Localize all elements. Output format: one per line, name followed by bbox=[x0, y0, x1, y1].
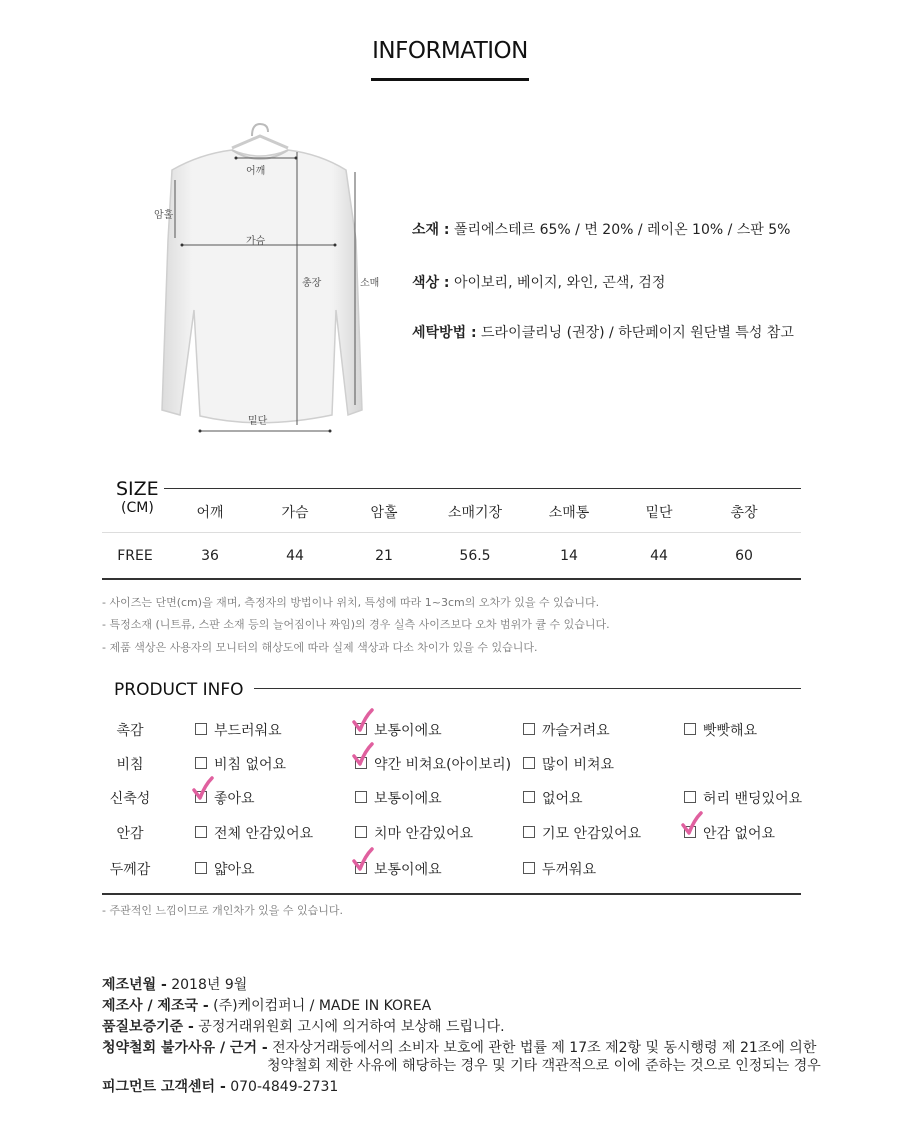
label-hem: 밑단 bbox=[248, 416, 268, 427]
size-value-sleeve-length: 56.5 bbox=[459, 548, 491, 564]
option-label: 보통이에요 bbox=[374, 723, 442, 739]
color-value: 아이보리, 베이지, 와인, 곤색, 검정 bbox=[453, 275, 666, 291]
product-info-label: 촉감 bbox=[116, 723, 144, 739]
manufacture-date bbox=[102, 974, 247, 994]
option-label: 비침 없어요 bbox=[214, 757, 287, 773]
manufacturer-key: 제조사 / 제조국 - bbox=[102, 998, 209, 1014]
withdrawal-reason bbox=[102, 1037, 816, 1057]
option-label: 빳빳해요 bbox=[703, 723, 758, 739]
wash-info bbox=[412, 322, 794, 342]
checkmark-icon bbox=[352, 847, 374, 873]
option-label: 얇아요 bbox=[214, 862, 255, 878]
option-label: 보통이에요 bbox=[374, 791, 442, 807]
option-label: 허리 밴딩있어요 bbox=[703, 791, 803, 807]
withdrawal-value-line1: 전자상거래등에서의 소비자 보호에 관한 법률 제 17조 제2항 및 동시행령 제 21조에 의한 bbox=[272, 1040, 817, 1056]
product-info-divider-bottom bbox=[102, 893, 801, 895]
option-checkbox[interactable] bbox=[195, 826, 207, 838]
size-header-shoulder: 어깨 bbox=[196, 505, 224, 521]
product-info-label: 신축성 bbox=[109, 791, 151, 807]
checkmark-icon bbox=[352, 708, 374, 734]
size-note: - 사이즈는 단면(cm)을 재며, 측정자의 방법이나 위치, 특성에 따라 1~3cm의 오차가 있을 수 있습니다. bbox=[102, 596, 600, 609]
product-info-label: 비침 bbox=[116, 757, 144, 773]
wash-key: 세탁방법 : bbox=[412, 325, 477, 341]
manufacturer-value: (주)케이컴퍼니 / MADE IN KOREA bbox=[213, 998, 432, 1014]
withdrawal-value-line2: 청약철회 제한 사유에 해당하는 경우 및 기타 객관적으로 이에 준하는 것으로 인정되는 경우 bbox=[267, 1058, 821, 1074]
manufacturer bbox=[102, 995, 431, 1015]
product-info-divider bbox=[254, 688, 801, 689]
checkmark-icon bbox=[192, 776, 214, 802]
checkmark-icon bbox=[352, 742, 374, 768]
option-label: 부드러워요 bbox=[214, 723, 282, 739]
customer-center-key: 피그먼트 고객센터 - bbox=[102, 1079, 226, 1095]
option-label: 까슬거려요 bbox=[542, 723, 610, 739]
option-checkbox[interactable] bbox=[684, 723, 696, 735]
option-label: 전체 안감있어요 bbox=[214, 826, 314, 842]
size-value-shoulder: 36 bbox=[201, 548, 219, 564]
size-header-hem: 밑단 bbox=[645, 505, 673, 521]
withdrawal-key: 청약철회 불가사유 / 근거 - bbox=[102, 1040, 268, 1056]
page-title: INFORMATION bbox=[372, 38, 528, 64]
size-value-armhole: 21 bbox=[375, 548, 393, 564]
garment-diagram bbox=[140, 110, 385, 440]
title-underline bbox=[371, 78, 529, 81]
wash-value: 드라이클리닝 (권장) / 하단페이지 원단별 특성 참고 bbox=[481, 325, 794, 341]
label-armhole: 암홀 bbox=[154, 210, 174, 221]
size-divider-bottom bbox=[102, 578, 801, 580]
option-checkbox[interactable] bbox=[523, 723, 535, 735]
size-divider-mid bbox=[102, 532, 801, 533]
fabric-value: 폴리에스테르 65% / 면 20% / 레이온 10% / 스판 5% bbox=[453, 222, 791, 238]
manufacture-date-key: 제조년월 - bbox=[102, 977, 167, 993]
color-key: 색상 : bbox=[412, 275, 450, 291]
checkmark-icon bbox=[681, 811, 703, 837]
quality-key: 품질보증기준 - bbox=[102, 1019, 194, 1035]
size-value-chest: 44 bbox=[286, 548, 304, 564]
label-shoulder: 어깨 bbox=[246, 166, 266, 177]
product-info-label: 안감 bbox=[116, 826, 144, 842]
size-header-sleeve-length: 소매기장 bbox=[447, 505, 503, 521]
size-title: SIZE bbox=[116, 478, 159, 500]
option-checkbox[interactable] bbox=[523, 826, 535, 838]
size-header-length: 총장 bbox=[730, 505, 758, 521]
manufacture-date-value: 2018년 9월 bbox=[171, 977, 248, 993]
fabric-key: 소재 : bbox=[412, 222, 450, 238]
option-checkbox[interactable] bbox=[195, 757, 207, 769]
option-label: 두꺼워요 bbox=[542, 862, 597, 878]
option-label: 많이 비쳐요 bbox=[542, 757, 615, 773]
size-header-armhole: 암홀 bbox=[370, 505, 398, 521]
quality-standard bbox=[102, 1016, 505, 1036]
option-checkbox[interactable] bbox=[355, 826, 367, 838]
customer-center-value: 070-4849-2731 bbox=[230, 1079, 339, 1095]
product-info-title: PRODUCT INFO bbox=[114, 680, 244, 700]
size-note: - 제품 색상은 사용자의 모니터의 해상도에 따라 실제 색상과 다소 차이가 있을 수 있습니다. bbox=[102, 641, 538, 654]
size-value-length: 60 bbox=[735, 548, 753, 564]
option-checkbox[interactable] bbox=[195, 723, 207, 735]
size-value-sleeve-width: 14 bbox=[560, 548, 578, 564]
option-checkbox[interactable] bbox=[684, 791, 696, 803]
option-label: 안감 없어요 bbox=[703, 826, 776, 842]
label-length: 총장 bbox=[302, 278, 322, 289]
option-label: 약간 비쳐요(아이보리) bbox=[374, 757, 512, 773]
option-checkbox[interactable] bbox=[355, 791, 367, 803]
option-label: 기모 안감있어요 bbox=[542, 826, 642, 842]
size-value-hem: 44 bbox=[650, 548, 668, 564]
size-row-label: FREE bbox=[117, 548, 153, 564]
size-note: - 특정소재 (니트류, 스판 소재 등의 늘어짐이나 짜임)의 경우 실측 사이즈보다 오차 범위가 큘 수 있습니다. bbox=[102, 618, 610, 631]
option-checkbox[interactable] bbox=[195, 862, 207, 874]
option-checkbox[interactable] bbox=[523, 862, 535, 874]
size-header-sleeve-width: 소매통 bbox=[548, 505, 590, 521]
size-header-chest: 가슴 bbox=[281, 505, 309, 521]
color-info bbox=[412, 272, 665, 292]
fabric-info bbox=[412, 219, 791, 239]
option-label: 없어요 bbox=[542, 791, 583, 807]
option-checkbox[interactable] bbox=[523, 757, 535, 769]
size-divider-top bbox=[164, 488, 801, 489]
quality-value: 공정거래위원회 고시에 의거하여 보상해 드립니다. bbox=[198, 1019, 505, 1035]
option-checkbox[interactable] bbox=[523, 791, 535, 803]
size-unit: (CM) bbox=[121, 500, 154, 516]
product-info-note: - 주관적인 느낌이므로 개인차가 있을 수 있습니다. bbox=[102, 904, 343, 917]
option-label: 좋아요 bbox=[214, 791, 255, 807]
label-sleeve: 소매 bbox=[360, 278, 380, 289]
label-chest: 가슴 bbox=[246, 236, 266, 247]
product-info-label: 두께감 bbox=[109, 862, 151, 878]
shirt-illustration bbox=[140, 110, 385, 440]
customer-center bbox=[102, 1076, 338, 1096]
option-label: 보통이에요 bbox=[374, 862, 442, 878]
option-label: 치마 안감있어요 bbox=[374, 826, 474, 842]
